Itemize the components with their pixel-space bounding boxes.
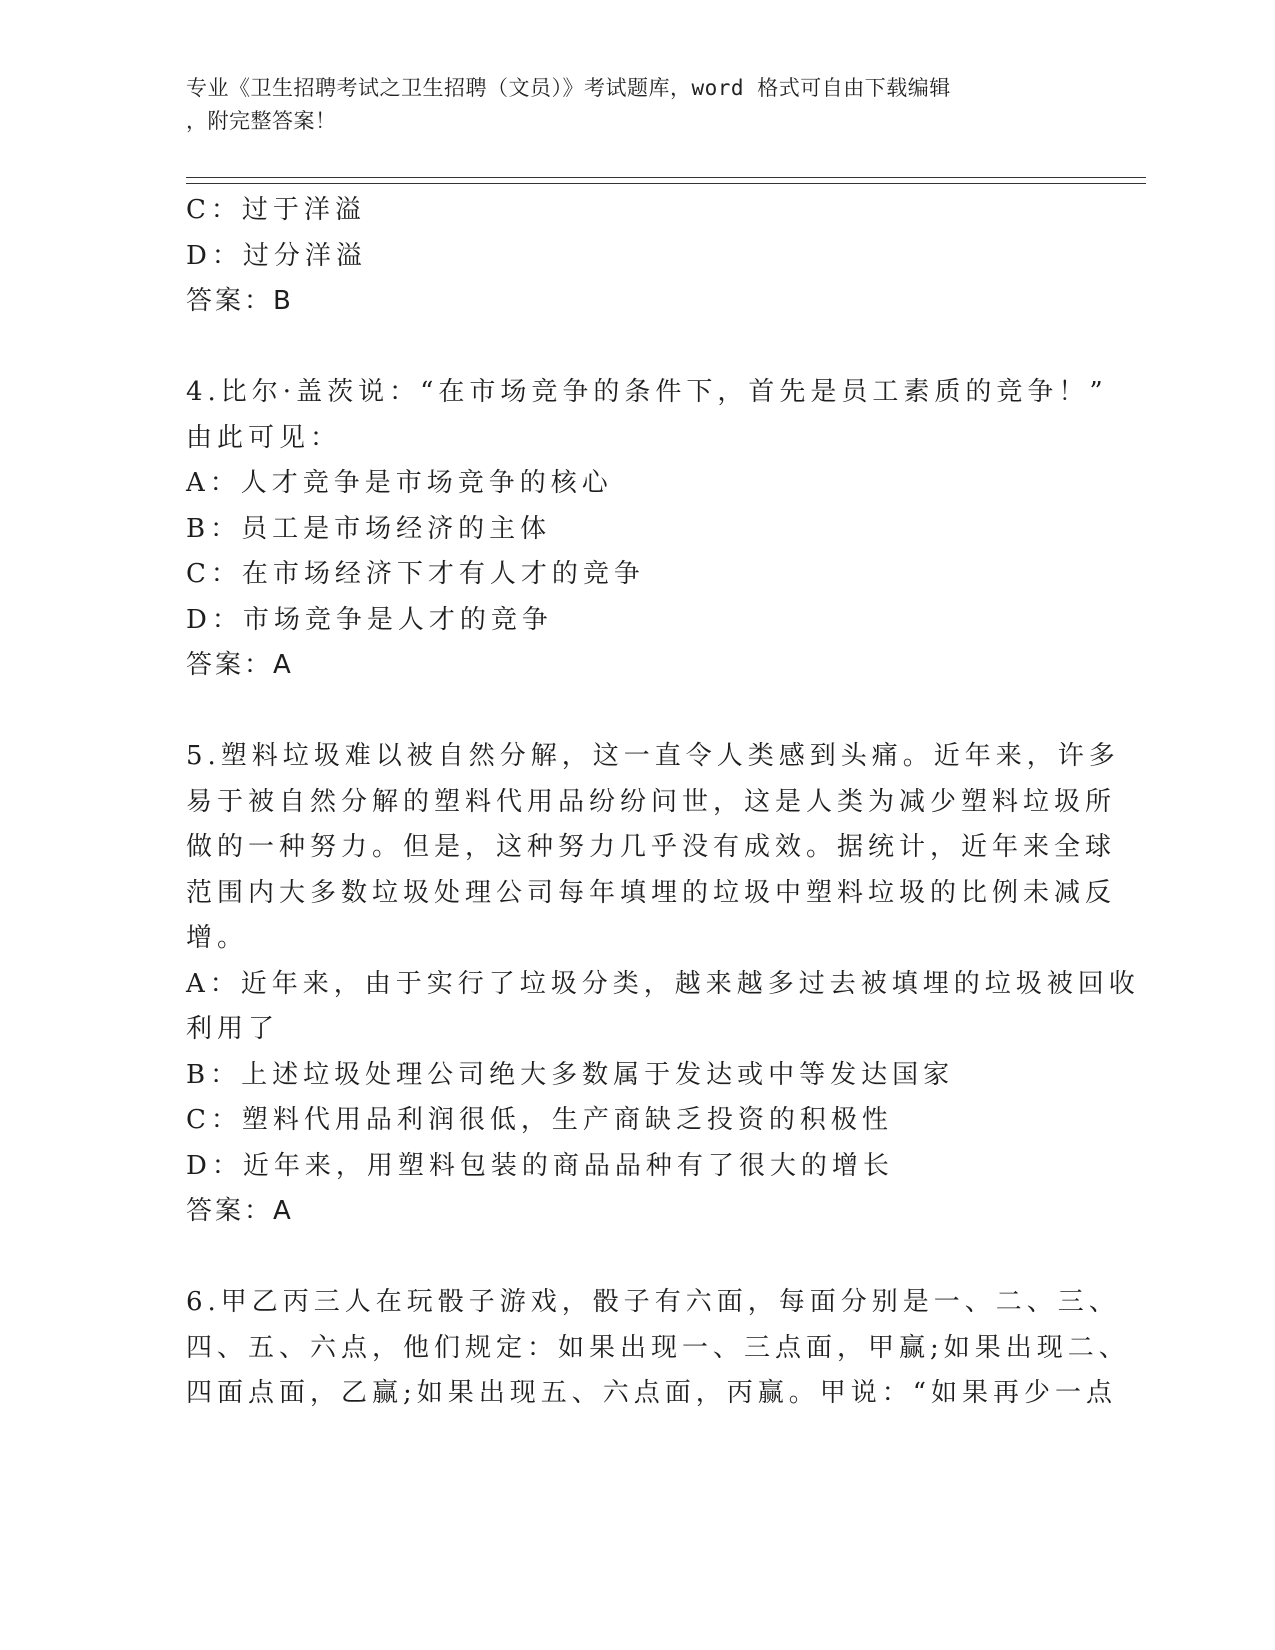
q5-stem-line-2: 易于被自然分解的塑料代用品纷纷问世，这是人类为减少塑料垃圾所 (186, 786, 1117, 817)
question-6 (186, 1280, 1130, 1417)
q4-answer: 答案：A (186, 650, 294, 680)
q5-option-c: C：塑料代用品利润很低，生产商缺乏投资的积极性 (186, 1105, 893, 1135)
question-3-tail (186, 188, 1066, 325)
q6-stem-line-2: 四、五、六点，他们规定：如果出现一、三点面，甲赢;如果出现二、 (186, 1332, 1130, 1363)
q4-stem-line-1: 4.比尔·盖茨说：“在市场竞争的条件下，首先是员工素质的竞争！” (186, 377, 1108, 407)
q5-answer: 答案：A (186, 1196, 294, 1226)
spacer (186, 1235, 1066, 1281)
q5-option-d: D：近年来，用塑料包装的商品品种有了很大的增长 (186, 1150, 894, 1181)
question-4 (186, 370, 1108, 689)
q4-stem-line-2: 由此可见： (186, 422, 342, 453)
q3-answer: 答案：B (186, 286, 294, 316)
q4-option-a: A：人才竞争是市场竞争的核心 (186, 468, 613, 498)
q5-stem-line-1: 5.塑料垃圾难以被自然分解，这一直令人类感到头痛。近年来，许多 (186, 741, 1120, 771)
header-rule-bottom (186, 183, 1146, 184)
document-header (186, 72, 1066, 138)
header-line-1: 专业《卫生招聘考试之卫生招聘（文员）》考试题库，word 格式可自由下载编辑 (186, 76, 951, 100)
document-body (186, 188, 1140, 1417)
header-line-2: ，附完整答案！ (186, 109, 337, 133)
question-5 (186, 734, 1140, 1235)
spacer (186, 325, 1066, 371)
q6-stem-line-3: 四面点面，乙赢;如果出现五、六点面，丙赢。甲说：“如果再少一点 (186, 1378, 1118, 1408)
q5-option-a-line-1: A：近年来，由于实行了垃圾分类，越来越多过去被填埋的垃圾被回收 (186, 968, 1140, 999)
q4-option-d: D：市场竞争是人才的竞争 (186, 604, 553, 635)
q5-option-a-line-2: 利用了 (186, 1014, 280, 1044)
q4-option-b: B：员工是市场经济的主体 (186, 513, 552, 544)
q5-option-b: B：上述垃圾处理公司绝大多数属于发达或中等发达国家 (186, 1059, 955, 1090)
q3-option-d: D：过分洋溢 (186, 240, 367, 271)
q4-option-c: C：在市场经济下才有人才的竞争 (186, 559, 645, 589)
q5-stem-line-5: 增。 (186, 923, 249, 953)
q3-option-c: C：过于洋溢 (186, 195, 366, 225)
spacer (186, 689, 1066, 735)
q6-stem-line-1: 6.甲乙丙三人在玩骰子游戏，骰子有六面，每面分别是一、二、三、 (186, 1287, 1120, 1317)
q5-stem-line-4: 范围内大多数垃圾处理公司每年填埋的垃圾中塑料垃圾的比例未减反 (186, 877, 1117, 908)
header-rule-top (186, 177, 1146, 178)
q5-stem-line-3: 做的一种努力。但是，这种努力几乎没有成效。据统计，近年来全球 (186, 832, 1117, 862)
